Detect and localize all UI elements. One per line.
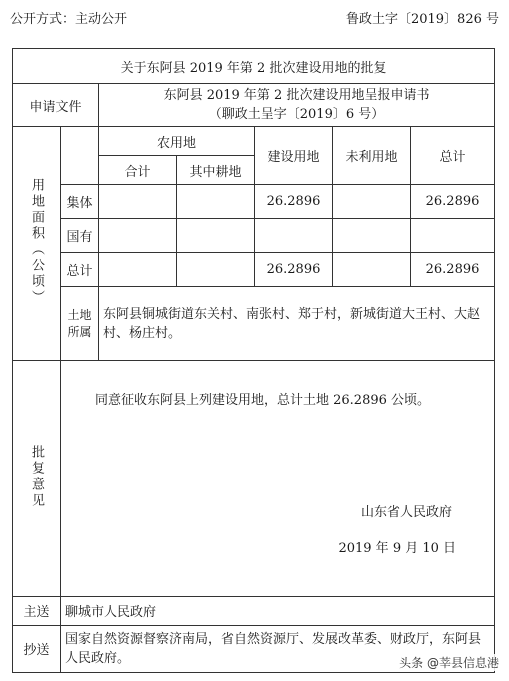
ownership-label: 土地所属 (61, 287, 99, 361)
document-title: 关于东阿县 2019 年第 2 批次建设用地的批复 (13, 49, 495, 84)
cell-construction: 26.2896 (255, 253, 333, 287)
row-label: 集体 (61, 185, 99, 219)
table-row (13, 253, 495, 287)
row-label: 总计 (61, 253, 99, 287)
header-total: 总计 (411, 127, 495, 185)
header-construction: 建设用地 (255, 127, 333, 185)
header-cultivated: 其中耕地 (177, 156, 255, 185)
disclosure-method: 公开方式：主动公开 (10, 12, 128, 27)
header-unused: 未利用地 (333, 127, 411, 185)
approval-text: 同意征收东阿县上列建设用地，总计土地 26.2896 公顷。 (95, 393, 431, 409)
approval-table (12, 48, 495, 673)
application-line-1: 东阿县 2019 年第 2 批次建设用地呈报申请书 (163, 88, 430, 104)
approval-date: 2019 年 9 月 10 日 (338, 541, 457, 557)
application-line-2: （聊政土呈字〔2019〕6 号） (208, 107, 385, 123)
cc-label: 抄送 (13, 625, 61, 673)
watermark: 头条 @莘县信息港 (399, 656, 499, 670)
approval-label: 批复意见 (13, 361, 61, 596)
cc-value: 国家自然资源督察济南局，省自然资源厅、发展改革委、财政厅，东阿县人民政府。 (61, 625, 495, 673)
header-subtotal: 合计 (99, 156, 177, 185)
application-document (99, 84, 495, 127)
table-row (13, 185, 495, 219)
approval-opinion (61, 361, 495, 596)
table-row (13, 219, 495, 253)
application-label: 申请文件 (13, 84, 99, 127)
cell-total: 26.2896 (411, 185, 495, 219)
cell-construction: 26.2896 (255, 185, 333, 219)
issuing-authority: 山东省人民政府 (361, 505, 453, 521)
row-label: 国有 (61, 219, 99, 253)
ownership-value: 东阿县铜城街道东关村、南张村、郑于村，新城街道大王村、大赵村、杨庄村。 (99, 287, 495, 361)
send-to-value: 聊城市人民政府 (61, 596, 495, 625)
cell-total: 26.2896 (411, 253, 495, 287)
document-header (10, 8, 499, 27)
header-farmland: 农用地 (99, 127, 255, 156)
area-section-label: 用地面积（公顷） (13, 127, 61, 361)
document-number: 鲁政土字〔2019〕826 号 (345, 12, 499, 27)
send-to-label: 主送 (13, 596, 61, 625)
